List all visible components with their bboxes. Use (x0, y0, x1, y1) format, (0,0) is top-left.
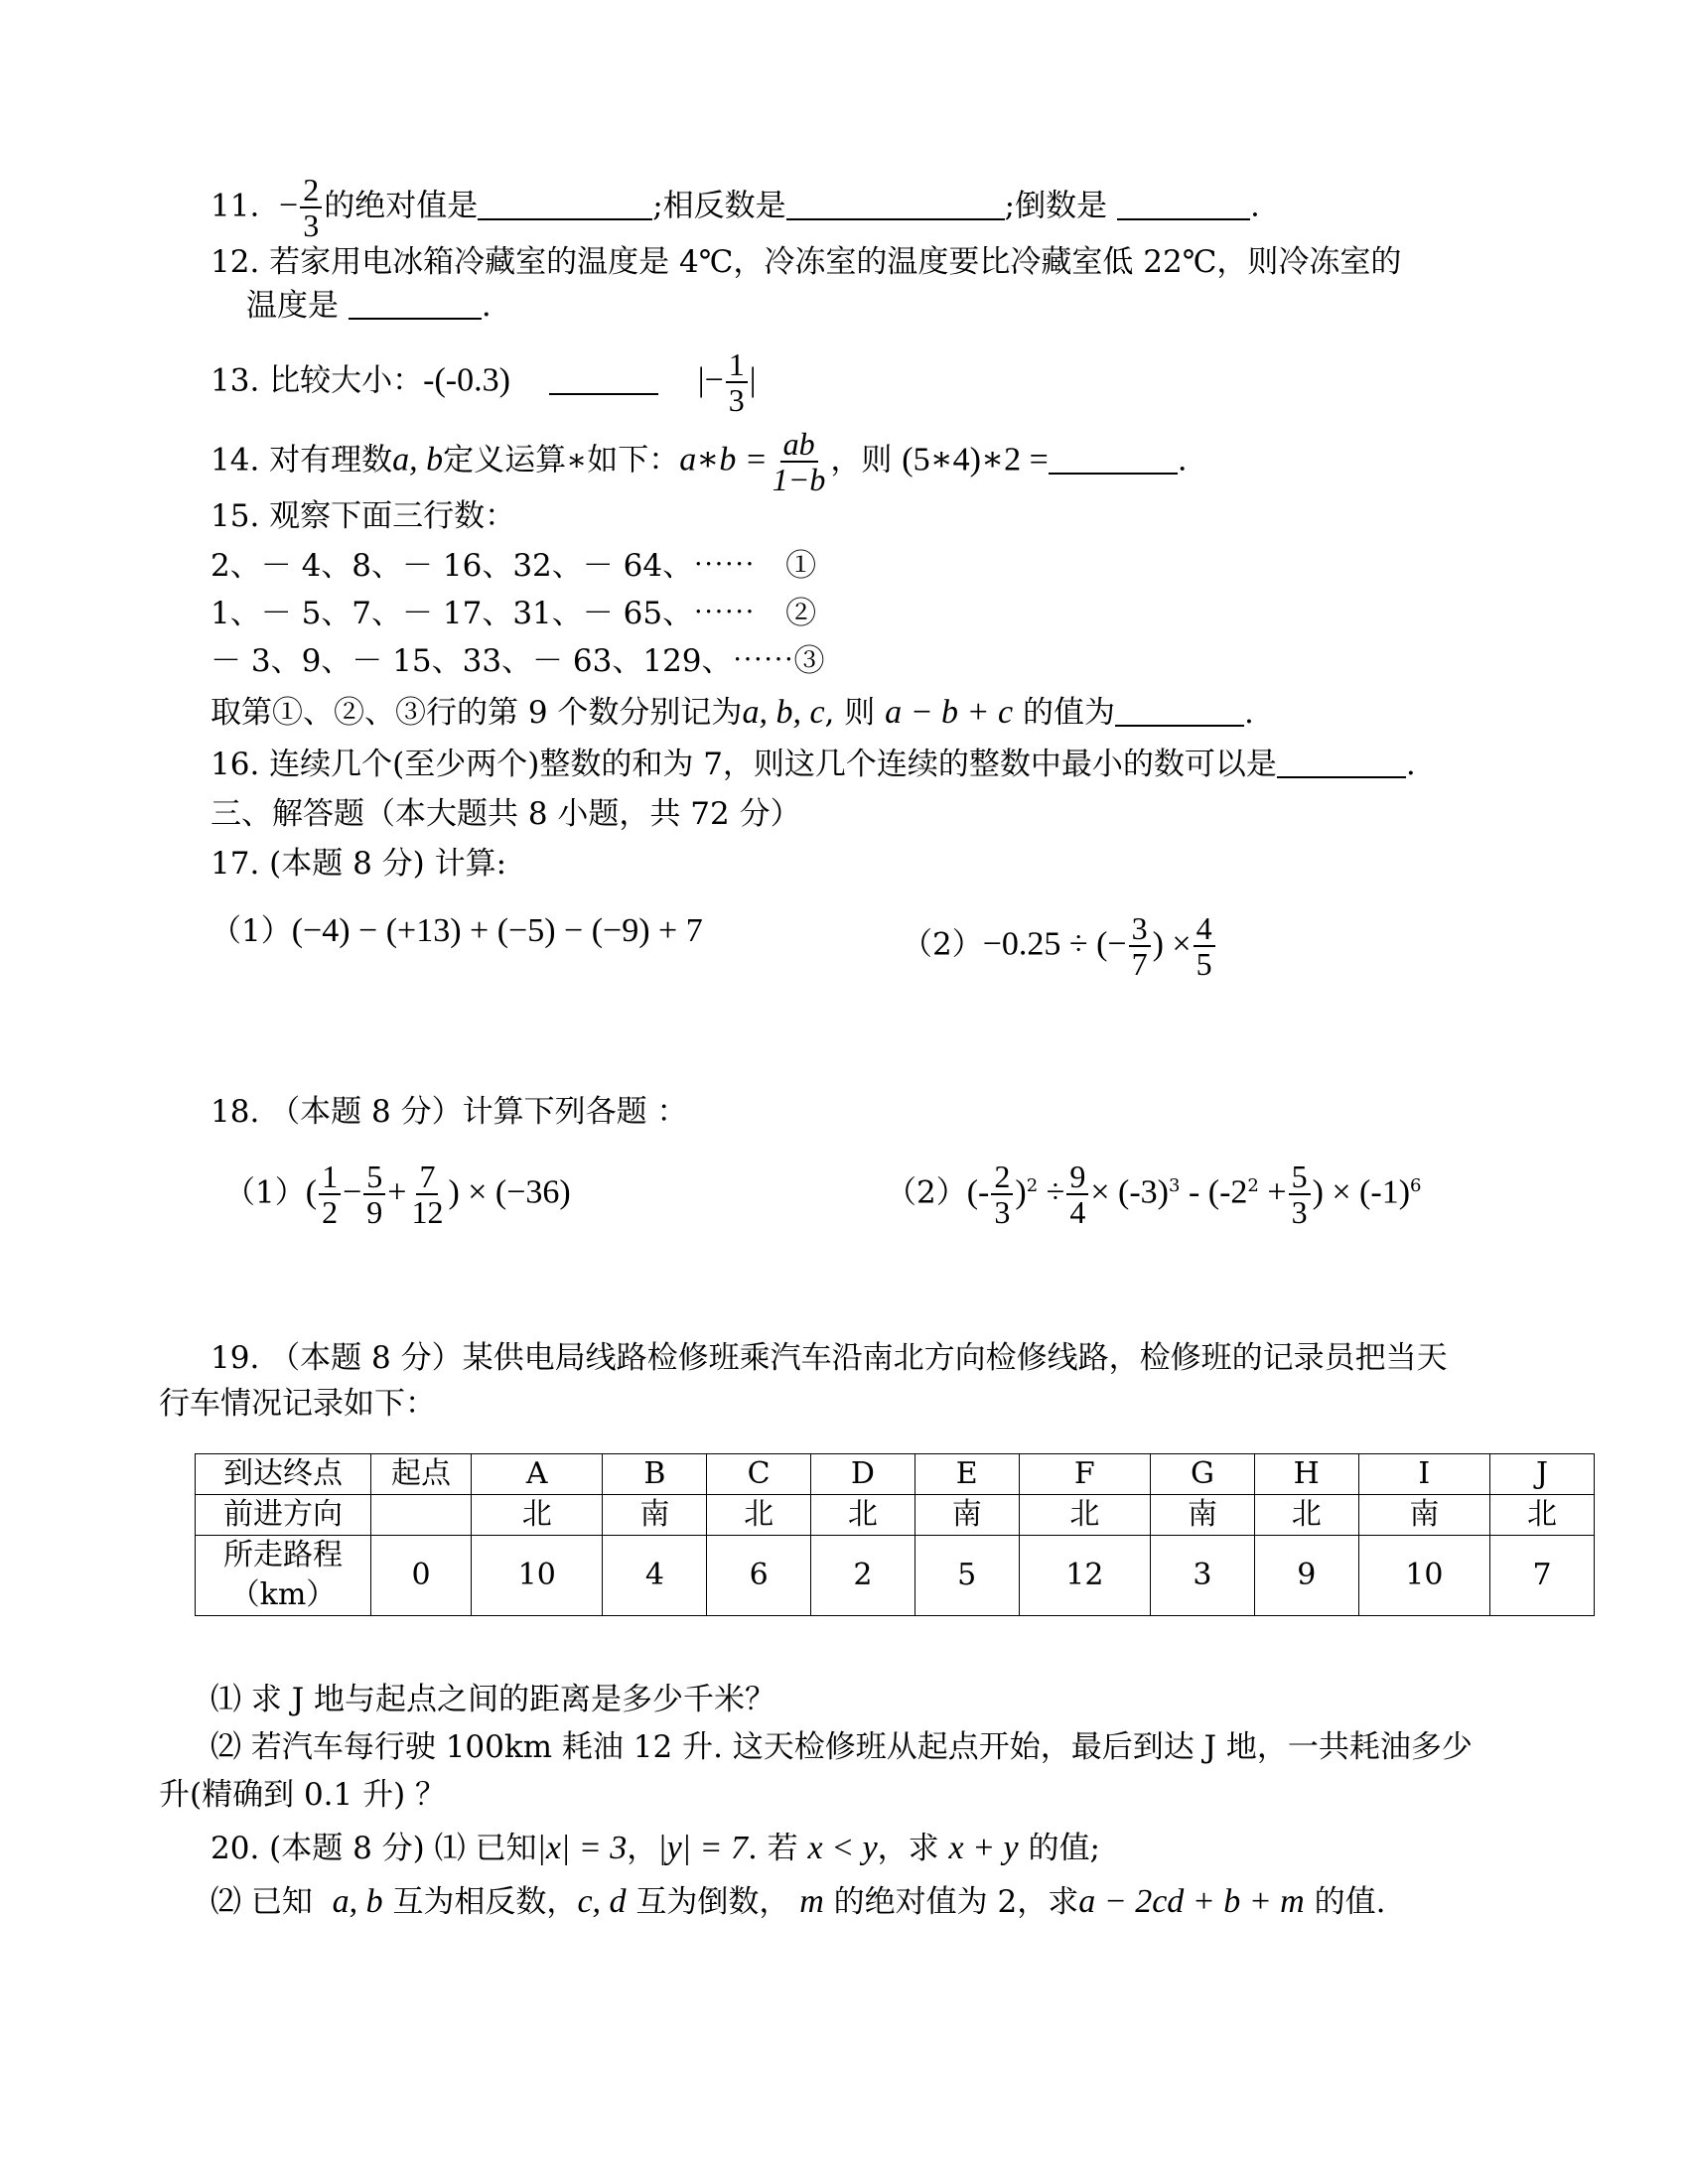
answer-blank[interactable] (1117, 189, 1250, 220)
column-header: A (472, 1454, 603, 1495)
question-18: 18. （本题 8 分）计算下列各题 ： (211, 1094, 688, 1130)
answer-blank[interactable] (1115, 695, 1244, 727)
question-16: 16. 连续几个(至少两个)整数的和为 7，则这几个连续的整数中最小的数可以是 . (211, 747, 1416, 782)
column-header: J (1490, 1454, 1595, 1495)
column-header: G (1151, 1454, 1255, 1495)
question-19-cont: 行车情况记录如下： (159, 1386, 436, 1422)
table-cell: 北 (1019, 1495, 1150, 1536)
table-row (196, 1495, 1595, 1536)
answer-blank[interactable] (549, 363, 658, 395)
fraction: $\frac{4}{5}$ (1194, 911, 1215, 981)
column-header: B (603, 1454, 707, 1495)
column-header: I (1358, 1454, 1489, 1495)
sequence-row-3: － 3、9、－ 15、33、－ 63、129、⋯⋯③ (211, 643, 825, 679)
fraction: $\frac{3}{7}$ (1129, 911, 1151, 981)
fraction: $\frac{ab}{1-b}$ (772, 426, 826, 497)
table-cell: 3 (1151, 1536, 1255, 1616)
answer-blank[interactable] (786, 189, 1005, 220)
table-cell: 7 (1490, 1536, 1595, 1616)
table-cell (371, 1495, 472, 1536)
table-row (196, 1454, 1595, 1495)
question-12-cont: 温度是 . (246, 288, 492, 324)
row-header: 前进方向 (196, 1495, 371, 1536)
question-11: 11. − $\frac{2}{3}$ 的绝对值是 ;相反数是 ;倒数是 . (211, 172, 1260, 243)
table-cell: 北 (472, 1495, 603, 1536)
sequence-row-1: 2、－ 4、8、－ 16、32、－ 64、⋯⋯ ① (211, 548, 817, 584)
question-15: 15. 观察下面三行数： (211, 498, 516, 534)
question-17: 17. (本题 8 分) 计算: (211, 846, 507, 882)
sequence-row-2: 1、－ 5、7、－ 17、31、－ 65、⋯⋯ ② (211, 596, 817, 631)
table-cell: 南 (603, 1495, 707, 1536)
fraction: $\frac{1}{3}$ (726, 347, 748, 417)
question-17-part-1: （1）(−4) − (+13) + (−5) − (−9) + 7 (211, 912, 703, 949)
question-17-part-2: （2）−0.25 ÷ (− $\frac{3}{7}$ ) × $\frac{4}{5}$ (902, 911, 1217, 981)
table-cell: 北 (811, 1495, 915, 1536)
column-header: D (811, 1454, 915, 1495)
fraction: $\frac{5}{3}$ (1289, 1160, 1311, 1229)
table-cell: 南 (1151, 1495, 1255, 1536)
travel-record-table (195, 1453, 1595, 1616)
row-header: 到达终点 (196, 1454, 371, 1495)
column-header: 起点 (371, 1454, 472, 1495)
question-18-part-1: （1）( $\frac{1}{2}$ − $\frac{5}{9}$ + $\frac{7}{12}$ ) × (−36) (224, 1159, 571, 1230)
answer-blank[interactable] (478, 189, 652, 220)
question-19-sub-1: ⑴ 求 J 地与起点之间的距离是多少千米？ (211, 1682, 775, 1717)
fraction: $\frac{2}{3}$ (300, 173, 322, 242)
table-cell: 2 (811, 1536, 915, 1616)
table-cell: 5 (914, 1536, 1019, 1616)
question-15-ask: 取第①、②、③行的第 9 个数分别记为a, b, c, 则 a − b + c 的值为 . (211, 694, 1254, 731)
section-title: 三、解答题（本大题共 8 小题，共 72 分） (211, 796, 801, 832)
table-cell: 12 (1019, 1536, 1150, 1616)
question-13: 13. 比较大小：-(-0.3) |− $\frac{1}{3}$ | (211, 346, 757, 418)
table-cell: 6 (707, 1536, 811, 1616)
question-18-part-2: （2）(- $\frac{2}{3}$ )$^2$ ÷ $\frac{9}{4}$ × $(-3)^3 - (-2^2$ + $\frac{5}{3}$ ) × $(-1)^6$ (886, 1159, 1422, 1230)
question-12: 12. 若家用电冰箱冷藏室的温度是 4℃，冷冻室的温度要比冷藏室低 22℃，则冷冻室的 (211, 244, 1402, 280)
column-header: F (1019, 1454, 1150, 1495)
question-19-sub-2: ⑵ 若汽车每行驶 100km 耗油 12 升. 这天检修班从起点开始，最后到达 J 地，一共耗油多少 (211, 1729, 1473, 1765)
answer-blank[interactable] (1049, 443, 1178, 475)
question-20: 20. (本题 8 分) ⑴ 已知|x| = 3，|y| = 7. 若 x < y，求 x + y 的值; (211, 1830, 1100, 1866)
fraction: $\frac{7}{12}$ (411, 1159, 444, 1230)
column-header: C (707, 1454, 811, 1495)
fraction: $\frac{9}{4}$ (1066, 1160, 1088, 1229)
table-cell: 4 (603, 1536, 707, 1616)
answer-blank[interactable] (1277, 747, 1406, 778)
table-cell: 9 (1254, 1536, 1358, 1616)
question-19: 19. （本题 8 分）某供电局线路检修班乘汽车沿南北方向检修线路，检修班的记录员把当天 (211, 1340, 1448, 1376)
table-cell: 北 (707, 1495, 811, 1536)
question-19-sub-2-cont: 升(精确到 0.1 升) ？ (159, 1777, 447, 1813)
question-20-part-2: ⑵ 已知 a, b 互为相反数，c, d 互为倒数， m 的绝对值为 2，求a − 2cd + b + m 的值. (211, 1883, 1386, 1920)
table-cell: 10 (472, 1536, 603, 1616)
table-row (196, 1536, 1595, 1616)
column-header: H (1254, 1454, 1358, 1495)
table-cell: 南 (1358, 1495, 1489, 1536)
table-cell: 10 (1358, 1536, 1489, 1616)
answer-blank[interactable] (349, 288, 482, 320)
fraction: $\frac{2}{3}$ (991, 1160, 1013, 1229)
table-cell: 北 (1254, 1495, 1358, 1536)
fraction: $\frac{5}{9}$ (363, 1160, 385, 1229)
column-header: E (914, 1454, 1019, 1495)
row-header: 所走路程 （km） (196, 1536, 371, 1616)
table-cell: 北 (1490, 1495, 1595, 1536)
table-cell: 0 (371, 1536, 472, 1616)
fraction: $\frac{1}{2}$ (319, 1160, 341, 1229)
table-cell: 南 (914, 1495, 1019, 1536)
question-14: 14. 对有理数a, b定义运算∗如下：a∗b = $\frac{ab}{1-b}$ ，则 (5∗4)∗2 = . (211, 426, 1188, 497)
